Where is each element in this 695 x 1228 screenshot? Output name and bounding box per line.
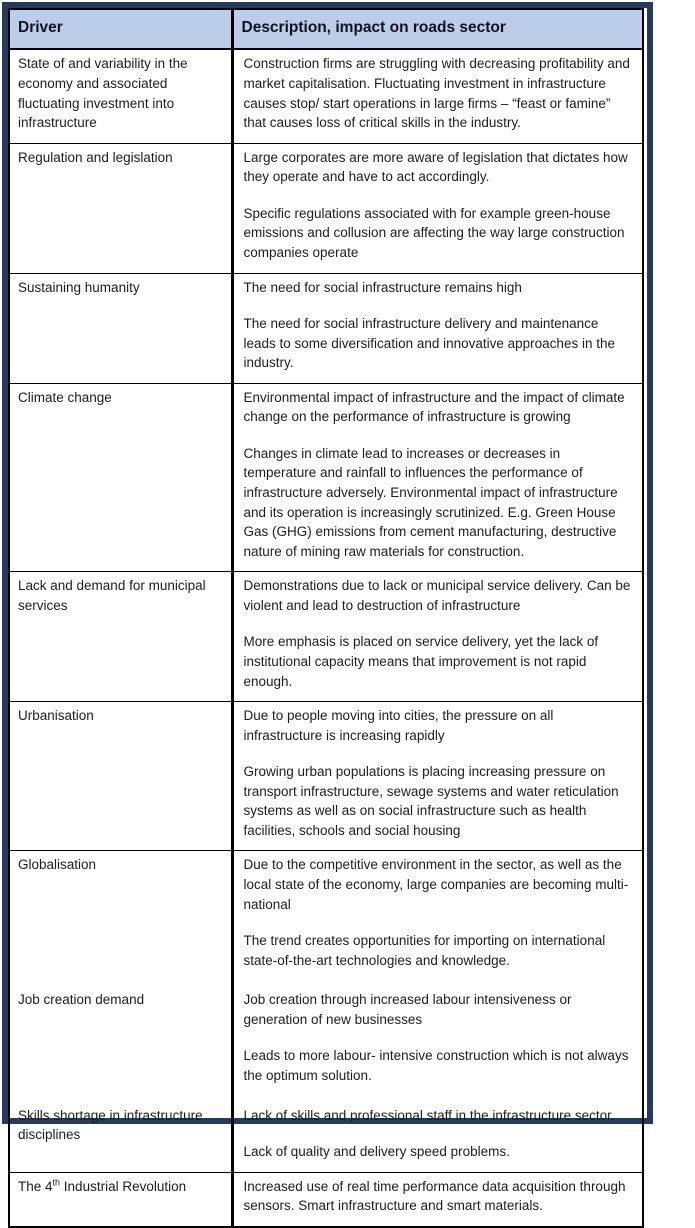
table-header — [9, 9, 643, 49]
description-paragraph: Growing urban populations is placing increasing pressure on transport infrastructure, sewage systems and water reticulation systems as well as on social infrastructure such as health facilities, schools and social housing — [243, 764, 619, 838]
description-paragraph: Specific regulations associated with for example green-house emissions and collusion are affecting the way large construction companies operate — [243, 205, 625, 260]
description-cell — [232, 143, 643, 273]
description-paragraph: Due to the competitive environment in the sector, as well as the local state of the economy, large companies are becoming multi-national — [243, 857, 629, 912]
description-paragraph: The need for social infrastructure delivery and maintenance leads to some diversification and innovative approaches in the industry. — [243, 316, 615, 371]
description-cell — [232, 273, 643, 383]
driver-cell — [9, 980, 232, 1095]
header-description: Description, impact on roads sector — [232, 9, 643, 49]
driver-label: Urbanisation — [18, 708, 94, 724]
description-cell — [232, 1172, 643, 1227]
driver-label: Lack and demand for municipal services — [18, 578, 206, 613]
table-row — [9, 572, 643, 702]
description-paragraph: Leads to more labour- intensive construction which is not always the optimum solution. — [243, 1048, 629, 1083]
driver-cell — [9, 851, 232, 980]
driver-label: Industrial Revolution — [60, 1178, 187, 1194]
table-row — [9, 49, 643, 143]
table-row — [9, 851, 643, 980]
description-paragraph: Changes in climate lead to increases or decreases in temperature and rainfall to influences the performance of infrastructure adversely. Environmental impact of infrastructure and its operation is increasingly scrutinized. E.g. Green House Gas (GHG) emissions from cement manufacturing, destructive nature of mining raw materials for construction. — [243, 445, 618, 559]
table-row — [9, 1172, 643, 1227]
description-cell — [232, 1096, 643, 1173]
driver-cell — [9, 702, 232, 851]
header-row — [9, 9, 643, 49]
driver-cell — [9, 572, 232, 702]
table-body — [9, 49, 643, 1226]
description-cell — [232, 702, 643, 851]
driver-label: Regulation and legislation — [18, 149, 173, 165]
driver-label: Skills shortage in infrastructure disciplines — [18, 1107, 203, 1143]
description-paragraph: Lack of quality and delivery speed problems. — [243, 1144, 510, 1160]
driver-label: Job creation demand — [18, 992, 145, 1008]
driver-cell — [9, 143, 232, 273]
driver-cell — [9, 383, 232, 572]
table-row — [9, 702, 643, 851]
table-row — [9, 273, 643, 383]
description-cell — [232, 851, 643, 980]
driver-cell — [9, 273, 232, 383]
description-cell — [232, 572, 643, 702]
description-paragraph: Environmental impact of infrastructure and the impact of climate change on the performance of infrastructure is growing — [243, 389, 625, 425]
description-paragraph: Increased use of real time performance data acquisition through sensors. Smart infrastructure and smart materials. — [243, 1178, 626, 1214]
description-cell — [232, 49, 643, 143]
description-paragraph: More emphasis is placed on service delivery, yet the lack of institutional capacity means that improvement is not rapid enough. — [243, 634, 599, 689]
drivers-table — [8, 8, 644, 1228]
description-paragraph: Job creation through increased labour intensiveness or generation of new businesses — [243, 992, 572, 1027]
description-cell — [232, 980, 643, 1095]
description-paragraph: Lack of skills and professional staff in the infrastructure sector. — [243, 1107, 615, 1123]
description-paragraph: The trend creates opportunities for importing on international state-of-the-art technologies and knowledge. — [243, 933, 606, 968]
table-frame — [2, 2, 653, 1214]
table-row — [9, 1096, 643, 1173]
driver-cell — [9, 49, 232, 143]
description-paragraph: Due to people moving into cities, the pressure on all infrastructure is increasing rapidly — [243, 708, 554, 743]
table-row — [9, 383, 643, 572]
driver-label: Globalisation — [18, 857, 97, 873]
table-row — [9, 980, 643, 1095]
driver-label: Sustaining humanity — [18, 279, 140, 295]
driver-label: Climate change — [18, 389, 112, 405]
description-paragraph: Demonstrations due to lack or municipal service delivery. Can be violent and lead to destruction of infrastructure — [243, 578, 631, 613]
description-paragraph: The need for social infrastructure remains high — [243, 279, 522, 295]
driver-cell — [9, 1172, 232, 1227]
description-paragraph: Large corporates are more aware of legislation that dictates how they operate and have to act accordingly. — [243, 149, 628, 185]
table-row — [9, 143, 643, 273]
driver-label-superscript: th — [52, 1177, 61, 1188]
driver-cell — [9, 1096, 232, 1173]
driver-label: The 4 — [18, 1178, 53, 1194]
description-paragraph: Construction firms are struggling with decreasing profitability and market capitalisation. Fluctuating investment in infrastructure causes stop/ start operations in large firms – “feast or famine” that causes loss of critical skills in the industry. — [243, 56, 630, 131]
header-driver: Driver — [9, 9, 232, 49]
description-cell — [232, 383, 643, 572]
driver-label: State of and variability in the economy and associated fluctuating investment into infrastructure — [18, 56, 188, 131]
